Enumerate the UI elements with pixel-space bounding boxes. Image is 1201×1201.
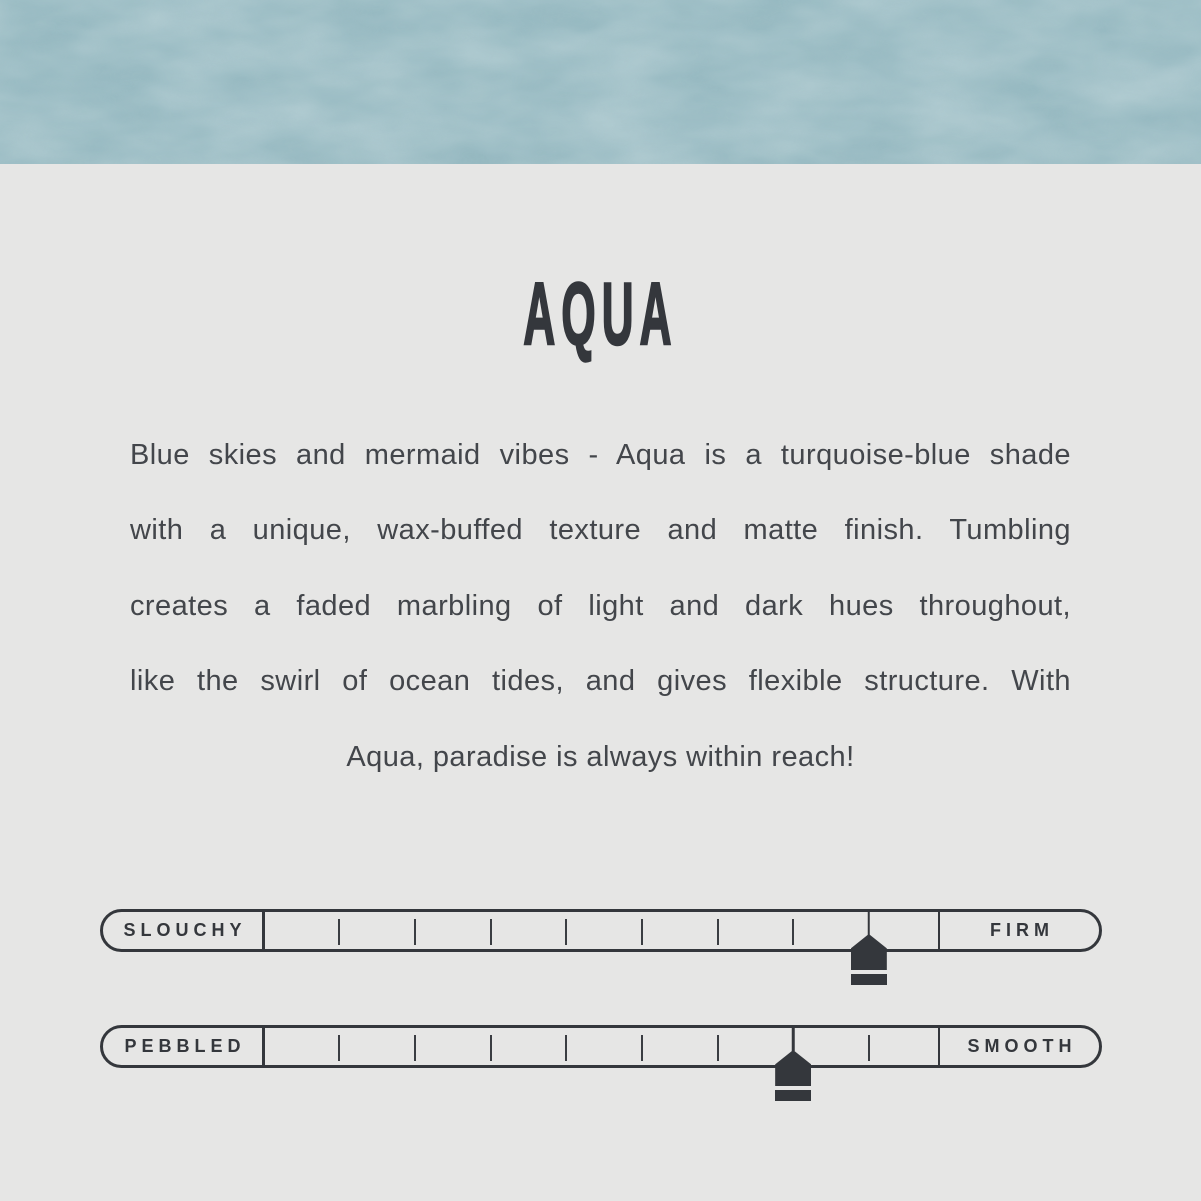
tick-mark [338, 919, 340, 945]
tick-mark [565, 1035, 567, 1061]
description-line: Aqua, paradise is always within reach! [346, 740, 855, 773]
marker-base [851, 974, 887, 985]
page-title: AQUA [523, 264, 678, 363]
description-line: with a unique, wax-buffed texture and matte finish. Tumbling [130, 514, 1071, 547]
tick-mark [641, 1035, 643, 1061]
left-divider [262, 1028, 265, 1065]
tick-mark [792, 919, 794, 945]
tick-mark [641, 919, 643, 945]
smooth-label: SMOOTH [967, 1036, 1077, 1056]
description-line: like the swirl of ocean tides, and gives flexible structure. With [130, 665, 1071, 698]
marker-stem [868, 911, 871, 935]
slider-marker[interactable] [775, 1025, 811, 1102]
leather-texture-image [0, 0, 1201, 164]
marker-base [775, 1090, 811, 1101]
marker-pointer [775, 1050, 811, 1086]
firm-label: FIRM [990, 920, 1054, 940]
tick-mark [414, 919, 416, 945]
tick-mark [414, 1035, 416, 1061]
description-line: creates a faded marbling of light and dark hues throughout, [130, 589, 1071, 622]
structure-scale-slider [100, 909, 1102, 952]
color-description [130, 418, 1071, 795]
description-line: Blue skies and mermaid vibes - Aqua is a turquoise-blue shade [130, 439, 1071, 471]
marker-stem [792, 1027, 795, 1051]
leather-texture-svg [0, 0, 1201, 164]
tick-mark [717, 1035, 719, 1061]
tick-mark [338, 1035, 340, 1061]
tick-mark [565, 919, 567, 945]
tick-mark [490, 1035, 492, 1061]
slider-marker[interactable] [851, 909, 887, 986]
tick-mark [717, 919, 719, 945]
tick-mark [868, 1035, 870, 1061]
pebbled-label: PEBBLED [124, 1036, 246, 1056]
marker-pointer [851, 934, 887, 970]
texture-scale-slider [100, 1025, 1102, 1068]
left-divider [262, 912, 265, 949]
tick-mark [490, 919, 492, 945]
slouchy-label: SLOUCHY [123, 920, 247, 940]
